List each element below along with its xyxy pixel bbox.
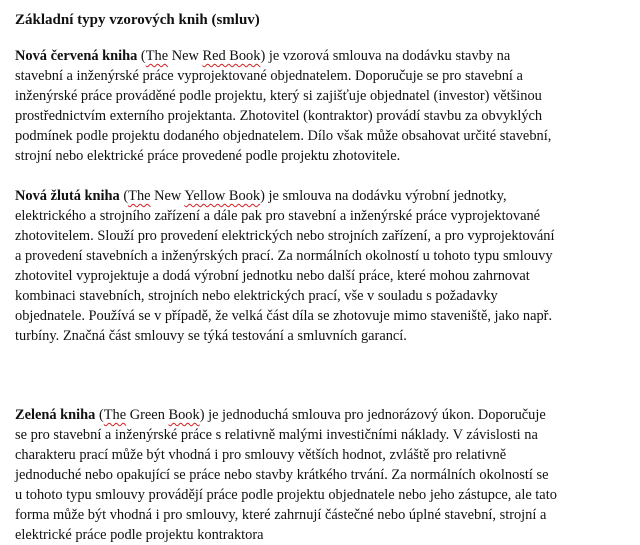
paragraph-line bbox=[15, 126, 627, 146]
text-run: turbíny. Značná část smlouvy se týká testování a smluvních garancí. bbox=[15, 328, 407, 344]
paragraph-line bbox=[15, 445, 627, 465]
text-run: prostřednictvím externího projektanta. Zhotovitel (kontraktor) provádí stavbu za obvyklých bbox=[15, 108, 543, 124]
paragraph-line bbox=[15, 465, 627, 485]
text-run: u tohoto typu smlouvy provádějí práce podle projektu objednatele nebo jeho zástupce, ale tato bbox=[15, 487, 557, 503]
text-run: podmínek podle projektu dodaného objednatelem. Dílo však může obsahovat určité stavební, bbox=[15, 128, 552, 144]
paragraph-line bbox=[15, 66, 627, 86]
text-run: strojní nebo elektrické práce provedené podle projektu zhotovitele. bbox=[15, 148, 401, 164]
text-run: forma může být vhodná i pro smlouvy, které zahrnují částečné nebo úplné stavební, strojní a bbox=[15, 507, 547, 523]
text-run: ) je vzorová smlouva na dodávku stavby na bbox=[260, 48, 511, 64]
paragraph-line bbox=[15, 306, 627, 326]
text-run: a provedení stavebních a inženýrských prací. Za normálních okolností u tohoto typu smlouvy bbox=[15, 248, 553, 264]
text-run: Green bbox=[126, 407, 169, 423]
text-run: elektrické práce podle projektu kontraktora bbox=[15, 527, 264, 543]
paragraph-line bbox=[15, 525, 627, 545]
paragraph-yellow-book bbox=[15, 186, 627, 346]
text-run: se pro stavební a inženýrské práce s relativně malými investičními náklady. V závislosti na bbox=[15, 427, 538, 443]
paragraph-line bbox=[15, 505, 627, 525]
paragraph-line bbox=[15, 86, 627, 106]
text-run: New bbox=[150, 188, 185, 204]
text-run: inženýrské práce prováděné podle projektu, který si zajišťuje objednatel (investor) většinou bbox=[15, 88, 542, 104]
paragraph-line bbox=[15, 286, 627, 306]
paragraph-line bbox=[15, 246, 627, 266]
document-title: Základní typy vzorových knih (smluv) bbox=[15, 12, 260, 28]
paragraph-line bbox=[15, 106, 627, 126]
paragraph-line bbox=[15, 266, 627, 286]
document bbox=[15, 10, 627, 545]
spellcheck-word: The bbox=[103, 407, 127, 423]
text-run: zhotovitelem. Slouží pro provedení elektrických nebo strojních zařízení, a pro vyprojektování bbox=[15, 228, 555, 244]
text-run: ) je jednoduchá smlouva pro jednorázový úkon. Doporučuje bbox=[199, 407, 546, 423]
paragraph-line bbox=[15, 206, 627, 226]
paragraph-line bbox=[15, 46, 627, 66]
text-run: ( bbox=[137, 48, 146, 64]
paragraph-line bbox=[15, 425, 627, 445]
paragraph-line bbox=[15, 146, 627, 166]
text-run: ( bbox=[119, 188, 129, 204]
paragraph-line bbox=[15, 485, 627, 505]
spellcheck-word: The bbox=[128, 188, 151, 204]
spellcheck-word: The bbox=[145, 48, 169, 64]
paragraph-line bbox=[15, 405, 627, 425]
text-run: zhotovitel vyprojektuje a dodá výrobní jednotku nebo další práce, které mohou zahrnovat bbox=[15, 268, 530, 284]
paragraph-line bbox=[15, 326, 627, 346]
text-run: New bbox=[168, 48, 203, 64]
spellcheck-word: Red Book bbox=[202, 48, 261, 64]
text-run: stavební a inženýrské práce vyprojektované objednatelem. Doporučuje se pro stavební a bbox=[15, 68, 523, 84]
paragraph-line bbox=[15, 186, 627, 206]
text-run: jednoduché nebo opakující se práce nebo stavby krátkého trvání. Za normálních okolností se bbox=[15, 467, 549, 483]
paragraph-red-book bbox=[15, 46, 627, 166]
book-name: Zelená kniha bbox=[15, 407, 96, 423]
text-run: charakteru prací může být vhodná i pro smlouvy větších hodnot, zvláště pro relativně bbox=[15, 447, 507, 463]
book-name: Nová červená kniha bbox=[15, 48, 138, 64]
text-run: elektrického a strojního zařízení a dále pak pro stavební a inženýrské práce vyprojektované bbox=[15, 208, 541, 224]
text-run: ( bbox=[95, 407, 104, 423]
text-run: ) je smlouva na dodávku výrobní jednotky, bbox=[260, 188, 507, 204]
paragraph-line bbox=[15, 226, 627, 246]
text-run: kombinaci stavebních, strojních nebo elektrických prací, vše v souladu s požadavky bbox=[15, 288, 498, 304]
spellcheck-word: Yellow Book bbox=[184, 188, 261, 204]
book-name: Nová žlutá kniha bbox=[15, 188, 120, 204]
text-run: objednatele. Používá se v případě, že velká část díla se zhotovuje mimo staveniště, jako např. bbox=[15, 308, 553, 324]
spellcheck-word: Book bbox=[168, 407, 200, 423]
paragraph-green-book bbox=[15, 405, 627, 545]
